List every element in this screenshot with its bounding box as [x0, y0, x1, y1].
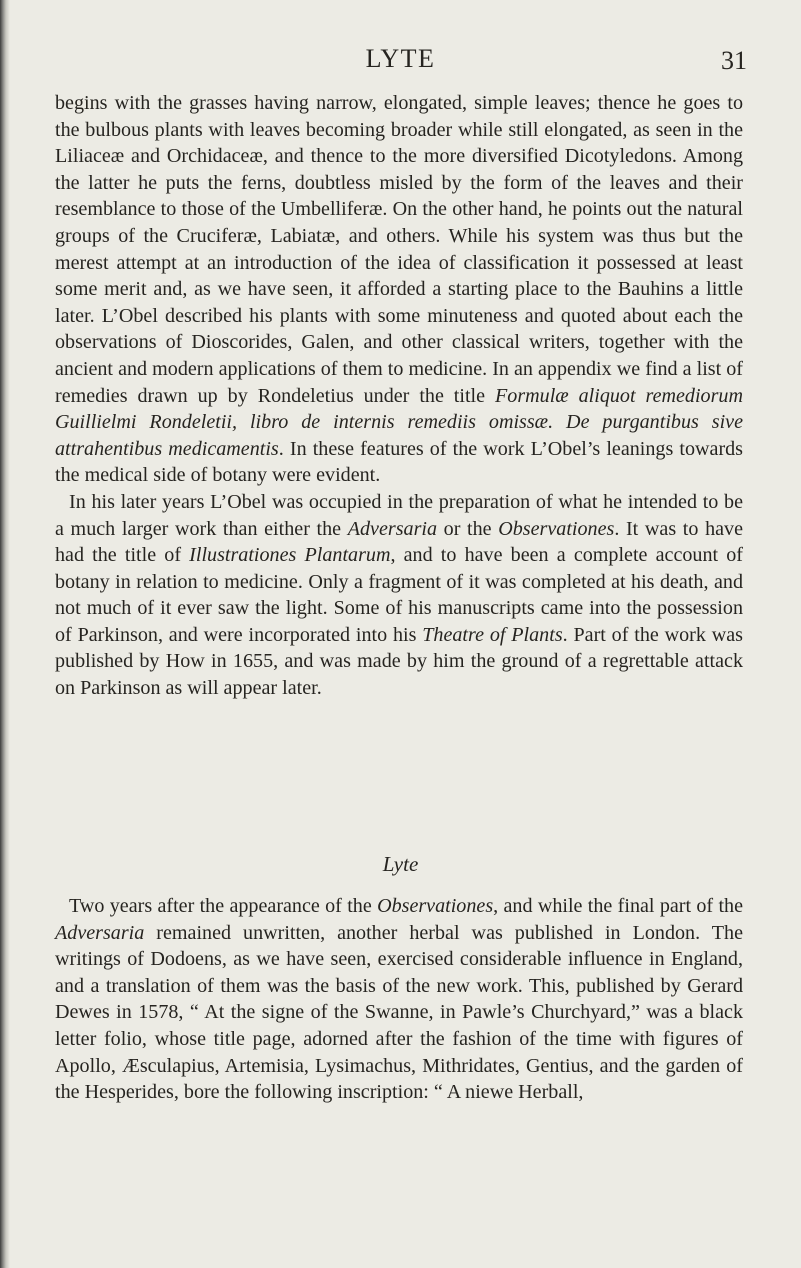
- text-run: . Part of the work was published by How in 1655, and was made by him the ground of a regrettable attack on Parkinson as will appear later.: [55, 623, 743, 700]
- paragraph: [55, 90, 743, 489]
- text-run: or the: [437, 517, 499, 540]
- italic-run: Illustrationes Plantarum: [189, 544, 391, 567]
- italic-run: Formulæ aliquot remediorum Guillielmi Rondeletii, libro de internis remediis omissæ. De purgantibus sive attrahentibus medicamentis: [55, 384, 743, 460]
- italic-run: Theatre of Plants: [422, 623, 563, 646]
- text-run: , and while the final part of the: [493, 895, 743, 917]
- text-run: remained unwritten, another herbal was published in London. The writings of Dodoens, as we have seen, exercised considerable influence in England, and a translation of them was the basis of the new work. This, published by Gerard Dewes in 1578, “ At the signe of the Swanne, in Pawle’s Churchyard,” was a black letter folio, whose title page, adorned after the fashion of the time with figures of Apollo, Æsculapius, Artemisia, Lysimachus, Mithridates, Gentius, and the garden of the Hesperides, bore the following inscription: “ A niewe Herball,: [55, 921, 743, 1104]
- running-title: LYTE: [365, 44, 436, 73]
- text-run: , and to have been a complete account of botany in relation to medicine. Only a fragment of it was completed at his death, and not much of it ever saw the light. Some of his manuscripts came into the possession of Parkinson, and were incorporated into his: [55, 544, 743, 646]
- text-run: begins with the grasses having narrow, elongated, simple leaves; thence he goes to the bulbous plants with leaves becoming broader while still elongated, as seen in the Liliaceæ and Orchidaceæ, and thence to the more diversified Dicotyledons. Among the latter he puts the ferns, doubtless misled by the form of the leaves and their resemblance to those of the Umbelliferæ. On the other hand, he points out the natural groups of the Cruciferæ, Labiatæ, and others. While his system was thus but the merest attempt at an introduction of the idea of classification it possessed at least some merit and, as we have seen, it afforded a starting place to the Bauhins a little later. L’Obel described his plants with some minuteness and quoted about each the observations of Dioscorides, Galen, and other classical writers, together with the ancient and modern applications of them to medicine. In an appendix we find a list of remedies drawn up by Rondeletius under the title: [55, 92, 743, 407]
- paragraph: [55, 489, 743, 702]
- section-heading: Lyte: [382, 852, 419, 876]
- page-number: 31: [721, 46, 747, 75]
- body-text-bottom: [55, 893, 743, 1106]
- text-run: . In these features of the work L’Obel’s leanings towards the medical side of botany were evident.: [55, 437, 744, 487]
- text-run: . It was to have had the title of: [55, 517, 743, 567]
- text-run: In his later years L’Obel was occupied in the preparation of what he intended to be a much larger work than either the: [55, 490, 743, 540]
- italic-run: Observationes: [377, 895, 494, 917]
- running-head: [0, 44, 801, 88]
- italic-run: Adversaria: [55, 921, 145, 944]
- page-edge-shadow: [0, 0, 10, 1268]
- body-text-top: [55, 90, 743, 702]
- paragraph: [55, 893, 743, 1106]
- text-run: Two years after the appearance of the: [69, 895, 378, 917]
- italic-run: Observationes: [498, 517, 615, 540]
- italic-run: Adversaria: [347, 517, 438, 540]
